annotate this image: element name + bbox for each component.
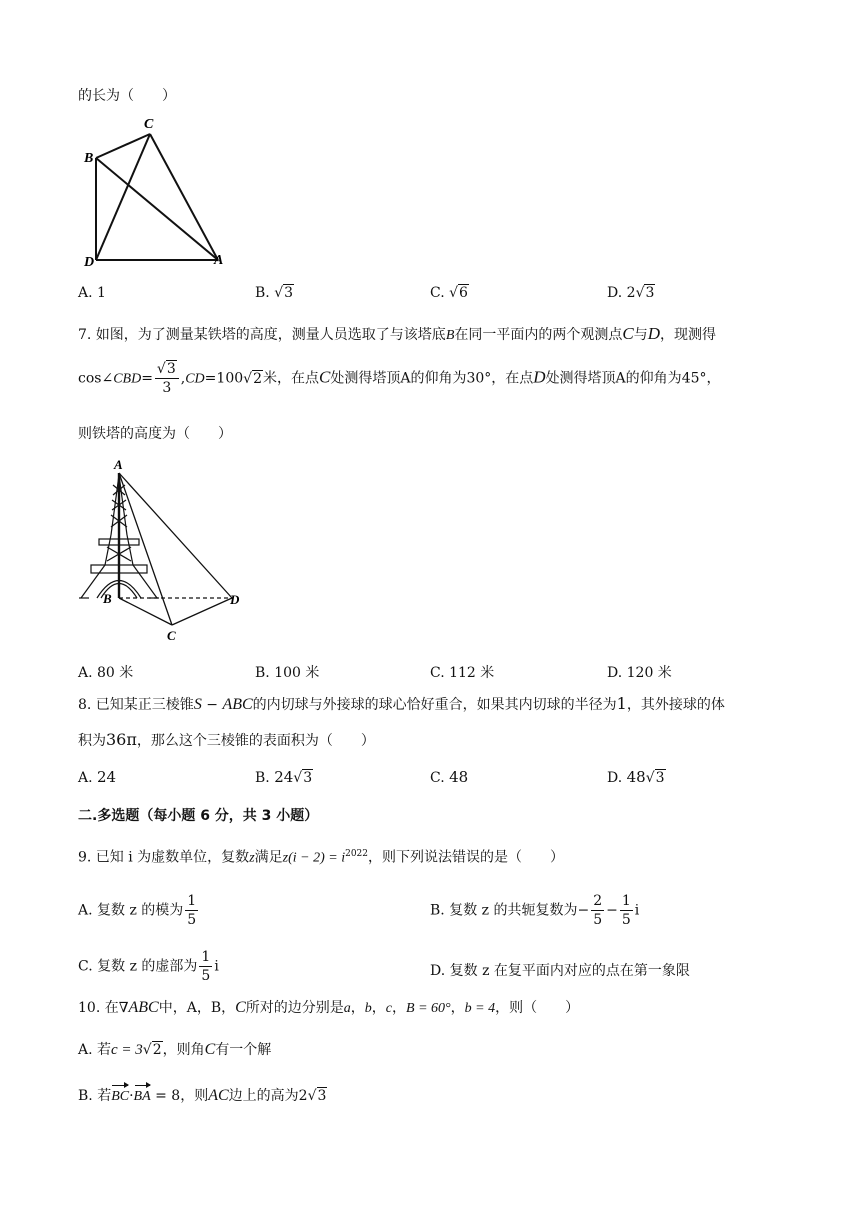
q8-text: 的内切球与外接球的球心恰好重合，如果其内切球的半径为 bbox=[252, 697, 617, 713]
option-letter: A. bbox=[78, 770, 93, 786]
q7-text: 在同一平面内的两个观测点 bbox=[454, 327, 623, 343]
radicand: 3 bbox=[303, 770, 313, 786]
q8-text: 8. 已知某正三棱锥 bbox=[78, 697, 194, 713]
sqrt-expression: √2 bbox=[243, 370, 262, 387]
option-letter: C. bbox=[430, 770, 445, 786]
q10-option-b: B. 若BC·BA = 8，则AC边上的高为2√3 bbox=[78, 1086, 327, 1107]
q7-angle-45: 45° bbox=[681, 370, 707, 387]
vector-bc: BC bbox=[111, 1087, 129, 1107]
option-text: B. 复数 z 的共轭复数为 bbox=[430, 902, 578, 919]
q9-option-d: D. 复数 z 在复平面内对应的点在第一象限 bbox=[430, 963, 690, 979]
q7-text: ，现测得 bbox=[660, 327, 716, 343]
q10-point-c: C bbox=[235, 999, 246, 1016]
q8-text: ，其外接球的体 bbox=[626, 697, 725, 713]
q7-text: 米，在点 bbox=[262, 370, 319, 387]
q7-text: 处测得塔顶A的仰角为 bbox=[330, 370, 467, 387]
q7-option-a: A. 80 米 bbox=[78, 665, 134, 681]
q7-cd-label: CD bbox=[185, 371, 205, 387]
q9-text: 满足 bbox=[254, 849, 283, 866]
option-letter: D. bbox=[607, 770, 623, 786]
sqrt-expression: √3 bbox=[635, 285, 655, 301]
q7-option-c: C. 112 米 bbox=[430, 665, 495, 681]
q9-option-a bbox=[78, 892, 200, 929]
q8-minus: − bbox=[201, 697, 223, 713]
q7-point-c: C bbox=[318, 367, 331, 387]
fraction: $\frac{1}{5}$ bbox=[187, 893, 197, 928]
section-heading: 二.多选题（每小题 6 分，共 3 小题） bbox=[78, 808, 319, 824]
q7-stem-line1 bbox=[78, 324, 716, 346]
radicand: 3 bbox=[284, 285, 294, 301]
coefficient: 48 bbox=[626, 768, 646, 786]
q7-text: ，在点 bbox=[491, 370, 534, 387]
option-letter: C. bbox=[430, 285, 445, 301]
q7-option-d: D. 120 米 bbox=[607, 665, 672, 681]
radicand: 6 bbox=[459, 285, 468, 301]
q6-stem-tail: 的长为（ ） bbox=[78, 88, 176, 104]
q10-text: 所对的边分别是 bbox=[245, 1000, 344, 1016]
q7-point-d: D bbox=[533, 367, 546, 387]
coefficient: 24 bbox=[274, 768, 294, 786]
radicand: 3 bbox=[645, 285, 655, 301]
q8-point-s: S bbox=[193, 696, 202, 713]
q7-point-c: C bbox=[622, 324, 634, 343]
q9-stem bbox=[78, 844, 564, 869]
q7-stem-line3: 则铁塔的高度为（ ） bbox=[78, 426, 232, 442]
q9-option-c: C. 复数 z 的虚部为 $\frac{1}{5}$ i bbox=[78, 949, 219, 984]
q8-radius: 1 bbox=[616, 694, 627, 713]
option-text: C. 复数 z 的虚部为 bbox=[78, 958, 198, 975]
q7-text: ， bbox=[706, 370, 721, 387]
q8-text: ，那么这个三棱锥的表面积为（ ） bbox=[136, 733, 375, 749]
q10-stem: 10. 在∇ABC中，A，B，C所对的边分别是a，b，c，B = 60°，b = 4，则（ ） bbox=[78, 999, 580, 1016]
fraction: $\frac{1}{5}$ bbox=[201, 949, 211, 984]
option-letter: B. bbox=[255, 285, 270, 301]
radicand: 2 bbox=[253, 370, 262, 387]
option-letter: A. bbox=[78, 285, 93, 301]
q9-exponent: 2022 bbox=[345, 849, 368, 859]
q7-equals: = bbox=[141, 370, 153, 387]
q7-label-d: D bbox=[230, 592, 240, 607]
q7-text: 处测得塔顶A的仰角为 bbox=[545, 370, 682, 387]
coefficient: 2 bbox=[626, 285, 636, 301]
sqrt-expression: √6 bbox=[449, 285, 468, 301]
q6-label-c: C bbox=[144, 117, 154, 132]
sqrt-expression: √3 bbox=[645, 770, 665, 786]
radicand: 3 bbox=[655, 770, 665, 786]
q7-angle-30: 30° bbox=[466, 370, 492, 387]
q6-option-b bbox=[255, 285, 294, 301]
q6-label-b: B bbox=[84, 151, 94, 166]
q10-b-condition: B = 60° bbox=[406, 1001, 451, 1016]
q6-label-a: A bbox=[214, 253, 224, 268]
denominator: 3 bbox=[162, 380, 172, 396]
q10-option-a: A. 若c = 3√2，则角C有一个解 bbox=[78, 1041, 272, 1058]
fraction: $\frac{2}{5}$ bbox=[593, 893, 603, 928]
q10-b-value: b = 4 bbox=[464, 1001, 496, 1016]
option-value: 1 bbox=[97, 285, 106, 301]
sqrt-expression: √3 bbox=[274, 285, 294, 301]
q10-text: 中，A，B， bbox=[158, 1000, 236, 1016]
q6-option-c bbox=[430, 285, 469, 301]
option-letter: B. bbox=[255, 770, 270, 786]
q7-cd-value: 100 bbox=[216, 370, 244, 387]
fraction: $\frac{1}{5}$ bbox=[621, 893, 631, 928]
q8-option-a bbox=[78, 768, 116, 786]
q10-text: 10. 在∇ bbox=[78, 1000, 129, 1016]
q10-text: ，则（ ） bbox=[495, 1000, 580, 1016]
sqrt-expression: √3 bbox=[307, 1088, 327, 1104]
q7-tower-figure bbox=[75, 455, 265, 645]
q6-option-a bbox=[78, 285, 106, 301]
q7-point-b: B bbox=[445, 328, 455, 343]
q7-angle-name: CBD bbox=[113, 371, 142, 387]
option-letter: D. bbox=[607, 285, 623, 301]
option-text: A. 复数 z 的模为 bbox=[78, 902, 184, 919]
q7-point-d: D bbox=[647, 324, 660, 343]
q7-text: 7. 如图，为了测量某铁塔的高度，测量人员选取了与该塔底 bbox=[78, 327, 446, 343]
q7-cos-label: cos∠ bbox=[78, 370, 114, 387]
q8-stem-line1 bbox=[78, 694, 725, 715]
q7-label-b: B bbox=[103, 591, 112, 606]
q6-label-d: D bbox=[84, 255, 95, 270]
q7-option-b: B. 100 米 bbox=[255, 665, 320, 681]
q7-stem-line2: cos∠CBD= $\frac{√3}{3}$ ,CD=100√2米，在点C处测得塔顶A的仰角为30°，在点D处测得塔顶A的仰角为45°， bbox=[78, 361, 721, 396]
q9-var-z: z bbox=[249, 850, 255, 866]
q9-text: ，则下列说法错误的是（ ） bbox=[368, 849, 564, 866]
q9-text: 9. 已知 i 为虚数单位，复数 bbox=[78, 849, 250, 866]
q6-quadrilateral-figure bbox=[80, 112, 230, 272]
q8-abc: ABC bbox=[222, 696, 253, 713]
q7-label-a: A bbox=[114, 457, 123, 472]
vector-ba: BA bbox=[134, 1087, 151, 1107]
q7-text: 与 bbox=[633, 327, 648, 343]
q6-option-d bbox=[607, 285, 655, 301]
q8-volume: 36π bbox=[106, 730, 137, 749]
q8-option-b bbox=[255, 768, 313, 786]
q9-option-b: B. 复数 z 的共轭复数为− $\frac{2}{5}$ − $\frac{1}{5}$ i bbox=[430, 893, 640, 928]
option-value: 24 bbox=[97, 768, 117, 786]
q8-option-d bbox=[607, 768, 666, 786]
q8-stem-line2 bbox=[78, 730, 375, 751]
q9-equation: z(i − 2) = i bbox=[282, 850, 346, 866]
option-value: 48 bbox=[449, 768, 469, 786]
q8-text: 积为 bbox=[78, 733, 106, 749]
q8-option-c bbox=[430, 768, 468, 786]
q7-label-c: C bbox=[167, 628, 176, 643]
numerator: 3 bbox=[166, 361, 176, 377]
sqrt-expression: √3 bbox=[293, 770, 313, 786]
q7-fraction: $\frac{√3}{3}$ bbox=[155, 360, 179, 397]
q10-abc: ABC bbox=[128, 999, 159, 1016]
sqrt-expression: √2 bbox=[142, 1042, 162, 1058]
